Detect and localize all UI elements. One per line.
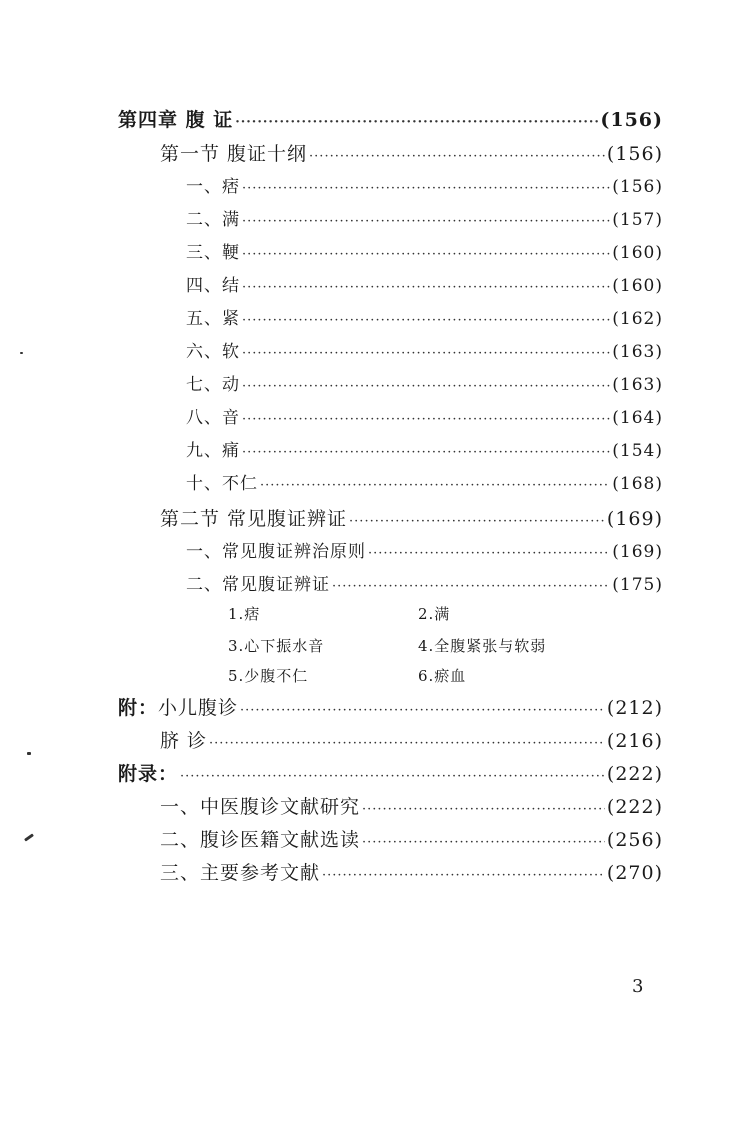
dot-leader	[260, 474, 610, 498]
toc-subitem[interactable]: 2.满	[418, 605, 451, 623]
toc-item-row[interactable]	[186, 340, 663, 366]
toc-item-row[interactable]	[186, 406, 663, 432]
toc-item-row[interactable]	[186, 208, 663, 234]
toc-item-label: 一、常见腹证辨治原则	[186, 542, 366, 562]
scan-speck	[20, 352, 23, 354]
toc-appendix-item-page: (270)	[606, 862, 663, 884]
toc-appendix-label: 脐 诊	[160, 730, 208, 752]
dot-leader	[368, 542, 610, 566]
page-number: 3	[632, 976, 644, 997]
dot-leader	[242, 375, 610, 399]
toc-item-page: (175)	[612, 575, 663, 595]
dot-leader	[242, 210, 610, 234]
dot-leader	[362, 831, 605, 855]
toc-appendix-item-label: 三、主要参考文献	[160, 862, 321, 884]
toc-appendix-label: 小儿腹诊	[158, 697, 239, 719]
toc-section-page: (169)	[606, 508, 663, 530]
toc-item-page: (162)	[612, 309, 663, 329]
toc-item-label: 一、痞	[186, 177, 240, 197]
toc-section-row[interactable]	[160, 507, 663, 534]
dot-leader	[180, 765, 605, 789]
toc-subitem[interactable]: 5.少腹不仁	[228, 667, 309, 685]
toc-item-row[interactable]	[186, 472, 663, 498]
toc-item-label: 五、紧	[186, 309, 240, 329]
toc-item-page: (157)	[612, 210, 663, 230]
toc-appendix-page: (216)	[606, 730, 663, 752]
toc-item-row[interactable]	[186, 439, 663, 465]
dot-leader	[235, 111, 598, 135]
toc-item-label: 七、动	[186, 375, 240, 395]
toc-item-page: (168)	[612, 474, 663, 494]
dot-leader	[209, 732, 605, 756]
toc-subitem[interactable]: 6.瘀血	[418, 667, 467, 685]
dot-leader	[242, 342, 610, 366]
toc-item-page: (169)	[612, 542, 663, 562]
toc-appendix-page: (212)	[606, 697, 663, 719]
toc-appendix-item-label: 一、中医腹诊文献研究	[160, 796, 361, 818]
toc-appendix-item-row[interactable]	[160, 861, 663, 888]
toc-item-label: 四、结	[186, 276, 240, 296]
toc-item-row[interactable]	[186, 241, 663, 267]
toc-item-label: 二、满	[186, 210, 240, 230]
dot-leader	[349, 510, 605, 534]
toc-item-page: (156)	[612, 177, 663, 197]
toc-item-page: (160)	[612, 243, 663, 263]
toc-appendix-item-row[interactable]	[160, 828, 663, 855]
toc-item-row[interactable]	[186, 175, 663, 201]
dot-leader	[242, 243, 610, 267]
toc-section-label: 第二节 常见腹证辨证	[160, 508, 348, 530]
toc-item-label: 十、不仁	[186, 474, 258, 494]
toc-section-page: (156)	[606, 143, 663, 165]
toc-appendix-main-label: 附录：	[118, 763, 179, 785]
dot-leader	[242, 309, 610, 333]
toc-appendix-item-page: (256)	[606, 829, 663, 851]
dot-leader	[242, 276, 610, 300]
scan-speck	[24, 833, 34, 841]
toc-item-label: 三、鞕	[186, 243, 240, 263]
toc-item-label: 九、痛	[186, 441, 240, 461]
toc-chapter-page: (156)	[600, 109, 663, 131]
toc-appendix-row[interactable]	[160, 729, 663, 756]
dot-leader	[242, 177, 610, 201]
toc-chapter-row[interactable]	[118, 108, 663, 135]
toc-subitem[interactable]: 3.心下振水音	[228, 637, 325, 655]
toc-item-label: 八、音	[186, 408, 240, 428]
toc-section-row[interactable]	[160, 142, 663, 169]
toc-section-label: 第一节 腹证十纲	[160, 143, 308, 165]
toc-appendix-row[interactable]	[118, 696, 663, 723]
toc-item-page: (163)	[612, 342, 663, 362]
toc-item-row[interactable]	[186, 373, 663, 399]
dot-leader	[362, 798, 605, 822]
toc-item-label: 二、常见腹证辨证	[186, 575, 330, 595]
toc-chapter-label: 第四章 腹 证	[118, 109, 234, 131]
toc-item-label: 六、软	[186, 342, 240, 362]
toc-appendix-main-row[interactable]	[118, 762, 663, 789]
toc-appendix-item-row[interactable]	[160, 795, 663, 822]
toc-item-page: (163)	[612, 375, 663, 395]
toc-subitem[interactable]: 4.全腹紧张与软弱	[418, 637, 547, 655]
toc-subitem[interactable]: 1.痞	[228, 605, 261, 623]
toc-item-row[interactable]	[186, 573, 663, 599]
toc-item-page: (154)	[612, 441, 663, 461]
toc-item-row[interactable]	[186, 274, 663, 300]
dot-leader	[242, 441, 610, 465]
dot-leader	[242, 408, 610, 432]
toc-item-page: (164)	[612, 408, 663, 428]
toc-item-page: (160)	[612, 276, 663, 296]
dot-leader	[332, 575, 610, 599]
scan-speck	[27, 752, 31, 755]
dot-leader	[322, 864, 605, 888]
toc-appendix-prefix: 附：	[118, 697, 159, 719]
dot-leader	[240, 699, 605, 723]
dot-leader	[309, 145, 605, 169]
toc-appendix-item-label: 二、腹诊医籍文献选读	[160, 829, 361, 851]
toc-item-row[interactable]	[186, 540, 663, 566]
toc-item-row[interactable]	[186, 307, 663, 333]
toc-appendix-item-page: (222)	[606, 796, 663, 818]
toc-appendix-main-page: (222)	[606, 763, 663, 785]
